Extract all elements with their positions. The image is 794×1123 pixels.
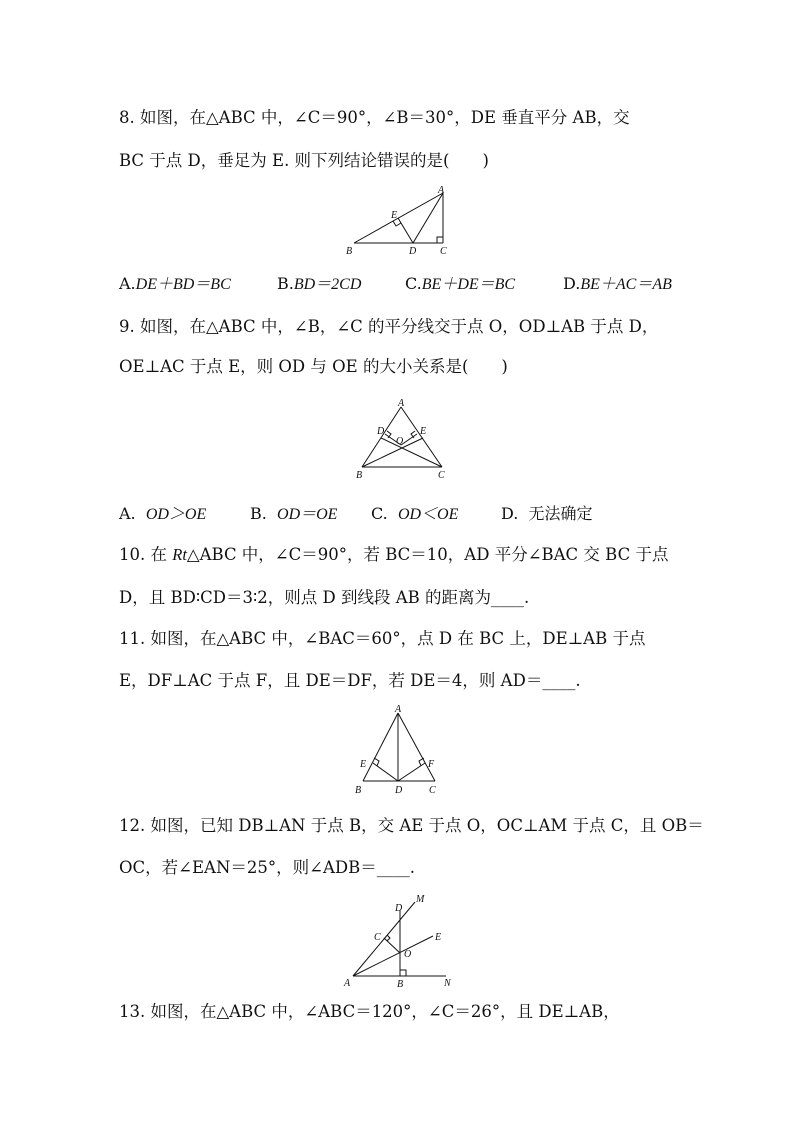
q12-label-e: E: [435, 932, 442, 943]
q11-line2: E，DF⊥AC 于点 F，且 DE＝DF，若 DE＝4，则 AD＝____.: [119, 671, 581, 690]
q12-line1: 12. 如图，已知 DB⊥AN 于点 B，交 AE 于点 O，OC⊥AM 于点 C，且 OB＝: [119, 816, 704, 835]
q9-label-o: O: [396, 436, 404, 447]
q9-line1: 9. 如图，在△ABC 中，∠B，∠C 的平分线交于点 O，OD⊥AB 于点 D，: [119, 317, 659, 336]
q9-option-b: [250, 503, 337, 526]
q13-line1: 13. 如图，在△ABC 中，∠ABC＝120°，∠C＝26°，且 DE⊥AB，: [119, 1002, 620, 1021]
q9-option-a-text: OD＞OE: [145, 506, 207, 523]
q8-figure: [340, 186, 460, 258]
q11-line1: 11. 如图，在△ABC 中，∠BAC＝60°，点 D 在 BC 上，DE⊥AB 于点: [119, 629, 646, 648]
q8-option-a: [119, 273, 231, 296]
q8-option-d-letter: D.: [563, 274, 581, 293]
q9-option-d-text: 无法确定: [528, 504, 593, 523]
q12-label-m: M: [416, 894, 425, 905]
q8-option-d: [563, 273, 672, 296]
q8-line2: BC 于点 D，垂足为 E. 则下列结论错误的是( ): [119, 151, 489, 170]
q9-option-b-text: OD＝OE: [277, 506, 338, 523]
q9-option-c-letter: C.: [371, 504, 388, 523]
q10-line2: D，且 BD∶CD＝3∶2，则点 D 到线段 AB 的距离为____.: [119, 588, 530, 607]
q12-label-n: N: [444, 978, 451, 989]
q10-line1: [119, 544, 668, 566]
q9-option-c-text: OD＜OE: [397, 506, 459, 523]
q10-rt: Rt: [172, 545, 187, 564]
q8-option-a-text: DE＋BD＝BC: [135, 276, 231, 293]
q8-option-b: [277, 273, 361, 296]
q8-option-a-letter: A.: [119, 274, 136, 293]
q12-label-b: B: [397, 979, 404, 990]
q8-line1: 8. 如图，在△ABC 中，∠C＝90°，∠B＝30°，DE 垂直平分 AB，交: [119, 108, 630, 127]
q9-label-e: E: [420, 426, 427, 437]
q11-label-f: F: [428, 759, 435, 770]
q11-label-e: E: [360, 759, 367, 770]
q9-line2: OE⊥AC 于点 E，则 OD 与 OE 的大小关系是( ): [119, 357, 508, 376]
q12-label-c: C: [374, 932, 381, 943]
q8-option-d-text: BE＋AC＝AB: [580, 276, 672, 293]
q8-label-e: E: [391, 210, 398, 221]
q11-label-c: C: [429, 785, 436, 796]
q9-option-a-letter: A.: [119, 504, 136, 523]
q8-label-a: A: [438, 185, 445, 196]
q9-option-b-letter: B.: [250, 504, 267, 523]
q8-option-c-letter: C.: [405, 274, 422, 293]
q9-option-d: [501, 503, 593, 525]
q12-label-o: O: [404, 949, 412, 960]
q8-label-b: B: [346, 246, 353, 257]
q9-label-d: D: [377, 426, 385, 437]
q9-label-a: A: [398, 398, 405, 409]
q8-option-b-text: BD＝2CD: [293, 276, 362, 293]
q11-label-b: B: [355, 785, 362, 796]
q12-label-d: D: [395, 903, 403, 914]
q9-figure: [350, 397, 450, 482]
q9-label-c: C: [438, 470, 445, 481]
q12-figure: [340, 890, 460, 990]
q9-option-d-letter: D.: [501, 504, 519, 523]
q8-option-c: [405, 273, 515, 296]
q12-label-a: A: [344, 978, 351, 989]
q9-option-a: [119, 503, 206, 526]
q10-line1-rest: △ABC 中，∠C＝90°，若 BC＝10，AD 平分∠BAC 交 BC 于点: [186, 545, 669, 564]
q9-option-c: [371, 503, 458, 526]
q8-option-c-text: BE＋DE＝BC: [421, 276, 516, 293]
q9-label-b: B: [356, 470, 363, 481]
q11-label-d: D: [395, 785, 403, 796]
q10-prefix: 10. 在: [119, 545, 173, 564]
q8-label-c: C: [440, 246, 447, 257]
q11-label-a: A: [395, 704, 402, 715]
q11-figure: [350, 703, 450, 798]
q8-label-d: D: [409, 246, 417, 257]
q12-line2: OC，若∠EAN＝25°，则∠ADB＝____.: [119, 858, 415, 877]
q8-option-b-letter: B.: [277, 274, 294, 293]
